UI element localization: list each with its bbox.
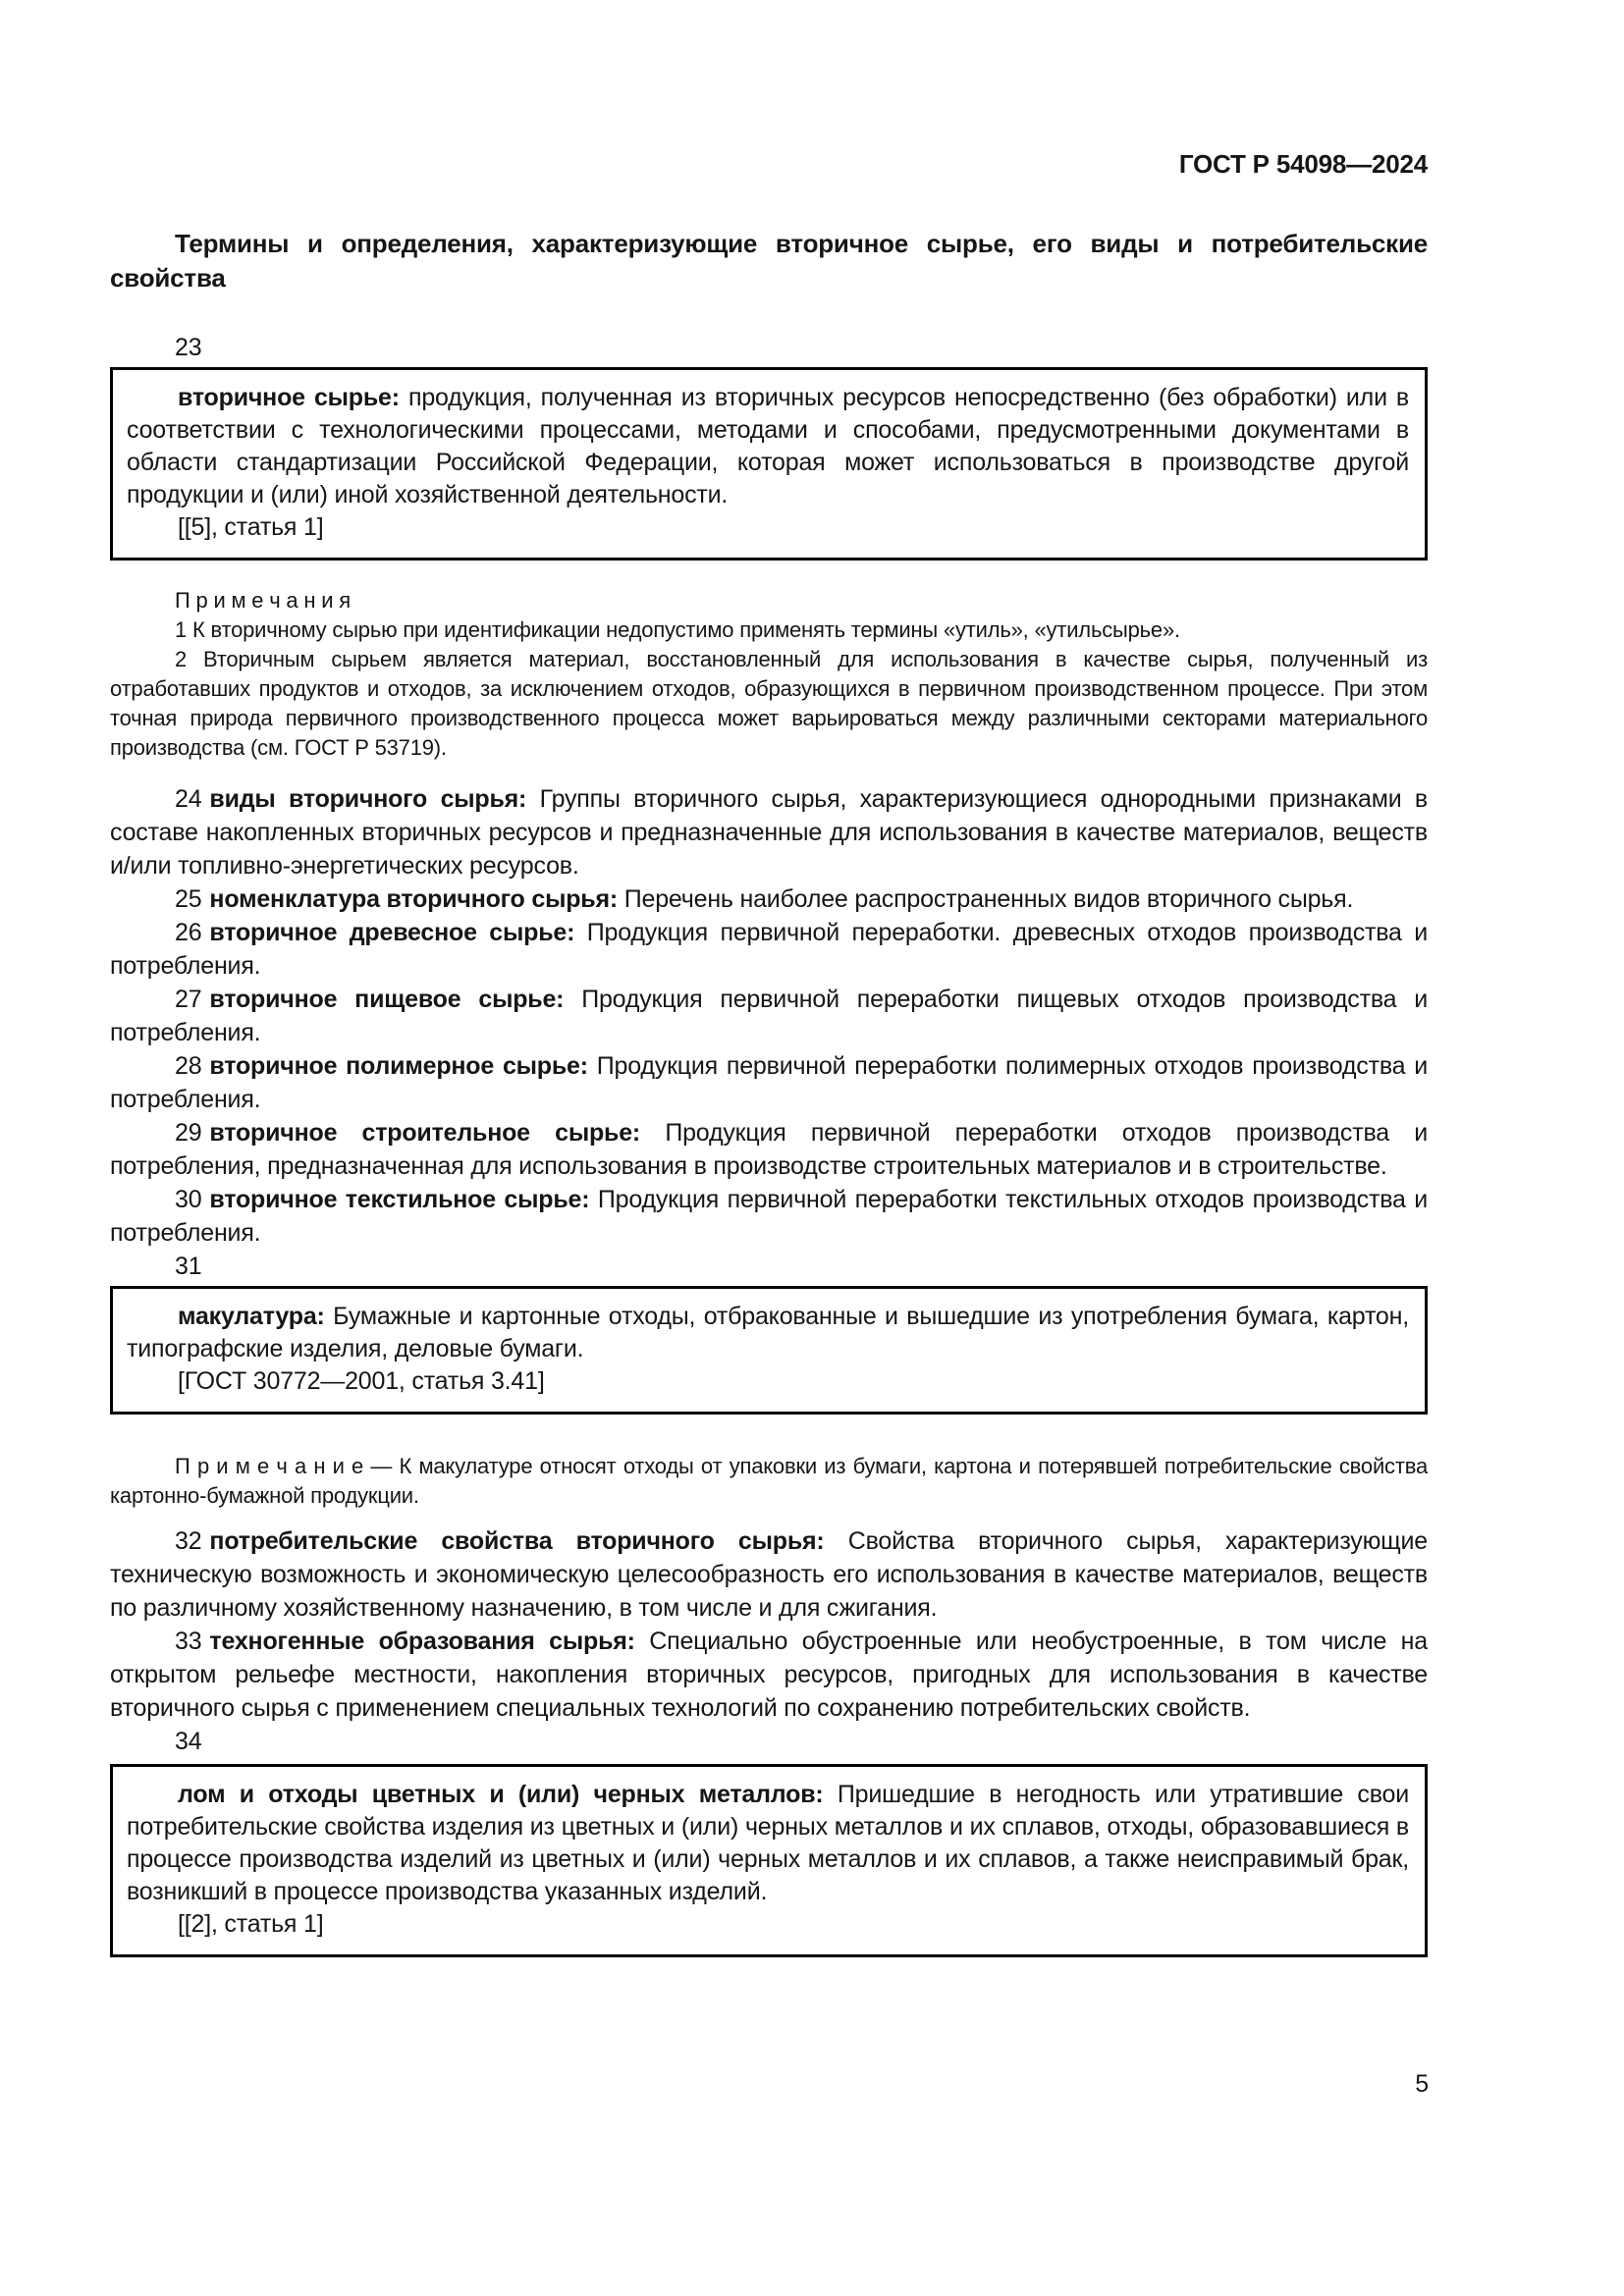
term-entry-24 [110, 782, 1428, 882]
term-entry-29 [110, 1116, 1428, 1183]
note-item: П р и м е ч а н и е — К макулатуре относят отходы от упаковки из бумаги, картона и потерявшей потребительские свойства картонно-бумажной продукции. [110, 1454, 1428, 1508]
terms-list-continued [110, 1524, 1428, 1758]
note-item: 2 Вторичным сырьем является материал, восстановленный для использования в качестве сырья, полученный из отработавших продуктов и отходов, за исключением отходов, образующихся в первичном производственном процессе. При этом точная природа первичного производственного процесса может варьироваться между различными секторами материального производства (см. ГОСТ Р 53719). [110, 647, 1428, 760]
term-label: вторичное полимерное сырье: [209, 1052, 588, 1080]
note-block [110, 1452, 1428, 1511]
term-definition: Пришедшие в негодность или утратившие свои потребительские свойства изделия из цветных и (или) черных металлов и их сплавов, отходы, образовавшиеся в процессе производства изделий из цветных и (или) черных металлов и их сплавов, а также неисправимый брак, возникший в процессе производства указанных изделий. [127, 1781, 1409, 1905]
term-entry-27 [110, 983, 1428, 1049]
definition-box-metal-scrap [110, 1764, 1428, 1957]
term-number-31: 31 [175, 1253, 202, 1280]
term-label: вторичное древесное сырье: [209, 919, 575, 946]
term-label: вторичное сырье: [178, 384, 400, 411]
term-definition: Продукция первичной переработки полимерных отходов производства и потребления. [110, 1052, 1428, 1113]
term-number-23: 23 [175, 334, 202, 361]
term-definition: Свойства вторичного сырья, характеризующие техническую возможность и экономическую целесообразность его использования в качестве материалов, веществ по различному хозяйственному назначению, в том числе и для сжигания. [110, 1527, 1428, 1622]
term-number: 26 [175, 919, 202, 946]
boxed-definition [127, 382, 1409, 511]
term-label: техногенные образования сырья: [209, 1628, 635, 1655]
term-number: 25 [175, 885, 202, 913]
term-number: 27 [175, 986, 202, 1013]
term-label: макулатура: [178, 1303, 325, 1330]
term-label: потребительские свойства вторичного сырья: [209, 1527, 825, 1555]
term-number: 32 [175, 1527, 202, 1555]
page-number: 5 [1415, 2070, 1429, 2098]
term-definition: Группы вторичного сырья, характеризующиеся однородными признаками в составе накопленных вторичных ресурсов и предназначенные для использования в качестве материалов, веществ и/или топливно-энергетических ресурсов. [110, 785, 1429, 880]
notes-title: П р и м е ч а н и я [175, 588, 351, 613]
source-reference: [ГОСТ 30772—2001, статья 3.41] [178, 1367, 545, 1395]
term-definition: Продукция первичной переработки. древесных отходов производства и потребления. [110, 919, 1429, 980]
source-reference: [[5], статья 1] [178, 513, 324, 541]
term-number: 24 [175, 785, 202, 813]
definition-box-waste-paper [110, 1286, 1428, 1415]
section-heading: Термины и определения, характеризующие вторичное сырье, его виды и потребительские свойства [110, 229, 1428, 293]
term-entry-25 [110, 882, 1428, 916]
boxed-definition [127, 1779, 1409, 1908]
term-label: вторичное пищевое сырье: [209, 986, 565, 1013]
term-number: 33 [175, 1628, 202, 1655]
term-definition: Продукция первичной переработки отходов производства и потребления, предназначенная для использования в производстве строительных материалов и в строительстве. [110, 1119, 1428, 1180]
term-number-34: 34 [175, 1728, 202, 1755]
term-label: вторичное строительное сырье: [209, 1119, 641, 1147]
term-definition: Бумажные и картонные отходы, отбракованные и вышедшие из употребления бумага, картон, типографские изделия, деловые бумаги. [127, 1303, 1409, 1362]
term-label: лом и отходы цветных и (или) черных металлов: [178, 1781, 824, 1808]
source-reference: [[2], статья 1] [178, 1910, 324, 1938]
boxed-definition [127, 1301, 1409, 1365]
term-definition: Продукция первичной переработки текстильных отходов производства и потребления. [110, 1186, 1428, 1247]
term-label: номенклатура вторичного сырья: [209, 885, 618, 913]
term-definition: Специально обустроенные или необустроенные, в том числе на открытом рельефе местности, накопления вторичных ресурсов, пригодных для использования в качестве вторичного сырья с применением специальных технологий по сохранению потребительских свойств. [110, 1628, 1428, 1722]
note-item: 1 К вторичному сырью при идентификации недопустимо применять термины «утиль», «утильсырье». [175, 617, 1180, 642]
term-number: 29 [175, 1119, 202, 1147]
notes-block [110, 586, 1428, 763]
term-definition: продукция, полученная из вторичных ресурсов непосредственно (без обработки) или в соответствии с технологическими процессами, методами и способами, предусмотренными документами в области стандартизации Российской Федерации, которая может использоваться в производстве другой продукции и (или) иной хозяйственной деятельности. [127, 384, 1410, 508]
definition-box-secondary-raw-material [110, 367, 1428, 561]
term-label: вторичное текстильное сырье: [209, 1186, 590, 1213]
doc-code-header: ГОСТ Р 54098—2024 [1178, 149, 1428, 179]
term-number: 30 [175, 1186, 202, 1213]
term-entry-32 [110, 1524, 1428, 1625]
term-definition: Продукция первичной переработки пищевых отходов производства и потребления. [110, 986, 1428, 1046]
term-number: 28 [175, 1052, 202, 1080]
term-entry-33 [110, 1625, 1428, 1725]
term-entry-28 [110, 1049, 1428, 1116]
terms-list [110, 782, 1428, 1283]
term-definition: Перечень наиболее распространенных видов вторичного сырья. [623, 885, 1354, 913]
term-entry-30 [110, 1183, 1428, 1250]
term-label: виды вторичного сырья: [209, 785, 527, 813]
term-entry-26 [110, 916, 1428, 983]
